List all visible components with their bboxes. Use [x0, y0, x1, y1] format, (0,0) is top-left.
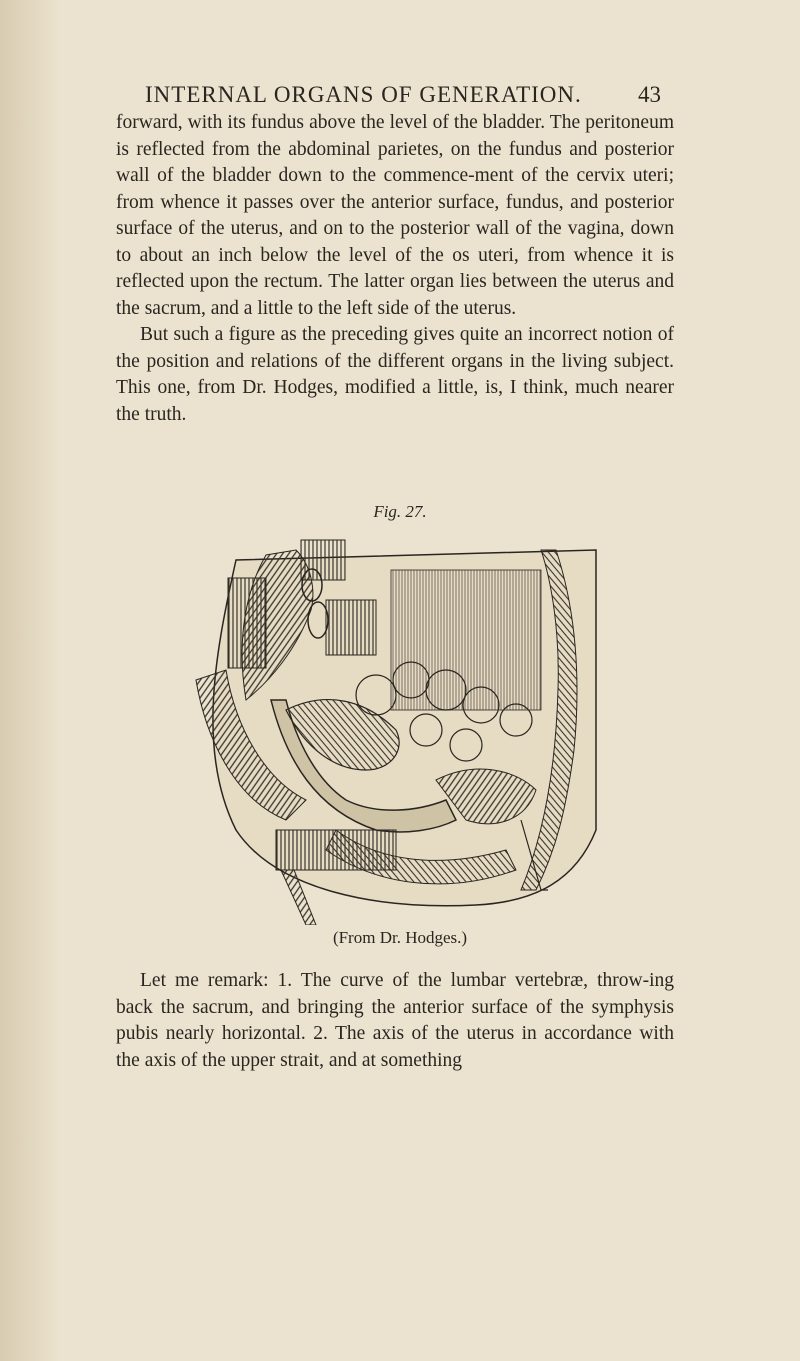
text-block-bottom: [116, 968, 674, 1074]
figure-label: Fig. 27.: [373, 502, 427, 521]
figure-caption: (From Dr. Hodges.): [332, 928, 468, 947]
anatomical-figure-illustration: [176, 530, 610, 925]
paragraph-continued: forward, with its fundus above the level of the bladder. The peritoneum is reflected from the abdominal parietes, on the fundus and posterior wall of the bladder down to the commence-ment of the cervix uteri; from whence it passes over the anterior surface, fundus, and posterior surface of the uterus, and on to the posterior wall of the vagina, down to about an inch below the level of the os uteri, from whence it is reflected upon the rectum. The latter organ lies between the uterus and the sacrum, and a little to the left side of the uterus.: [116, 112, 674, 319]
page-number: 43: [638, 82, 661, 107]
paragraph: Let me remark: 1. The curve of the lumbar vertebræ, throw-ing back the sacrum, and bringing the anterior surface of the symphysis pubis nearly horizontal. 2. The axis of the uterus in accordance with the axis of the upper strait, and at something: [116, 970, 674, 1071]
running-title: INTERNAL ORGANS OF GENERATION.: [145, 82, 582, 107]
paragraph: But such a figure as the preceding gives quite an incorrect notion of the position and relations of the different organs in the living subject. This one, from Dr. Hodges, modified a little, is, I think, much nearer the truth.: [116, 324, 674, 425]
page-edge-shadow: [0, 0, 60, 1361]
text-block-top: [116, 110, 674, 428]
